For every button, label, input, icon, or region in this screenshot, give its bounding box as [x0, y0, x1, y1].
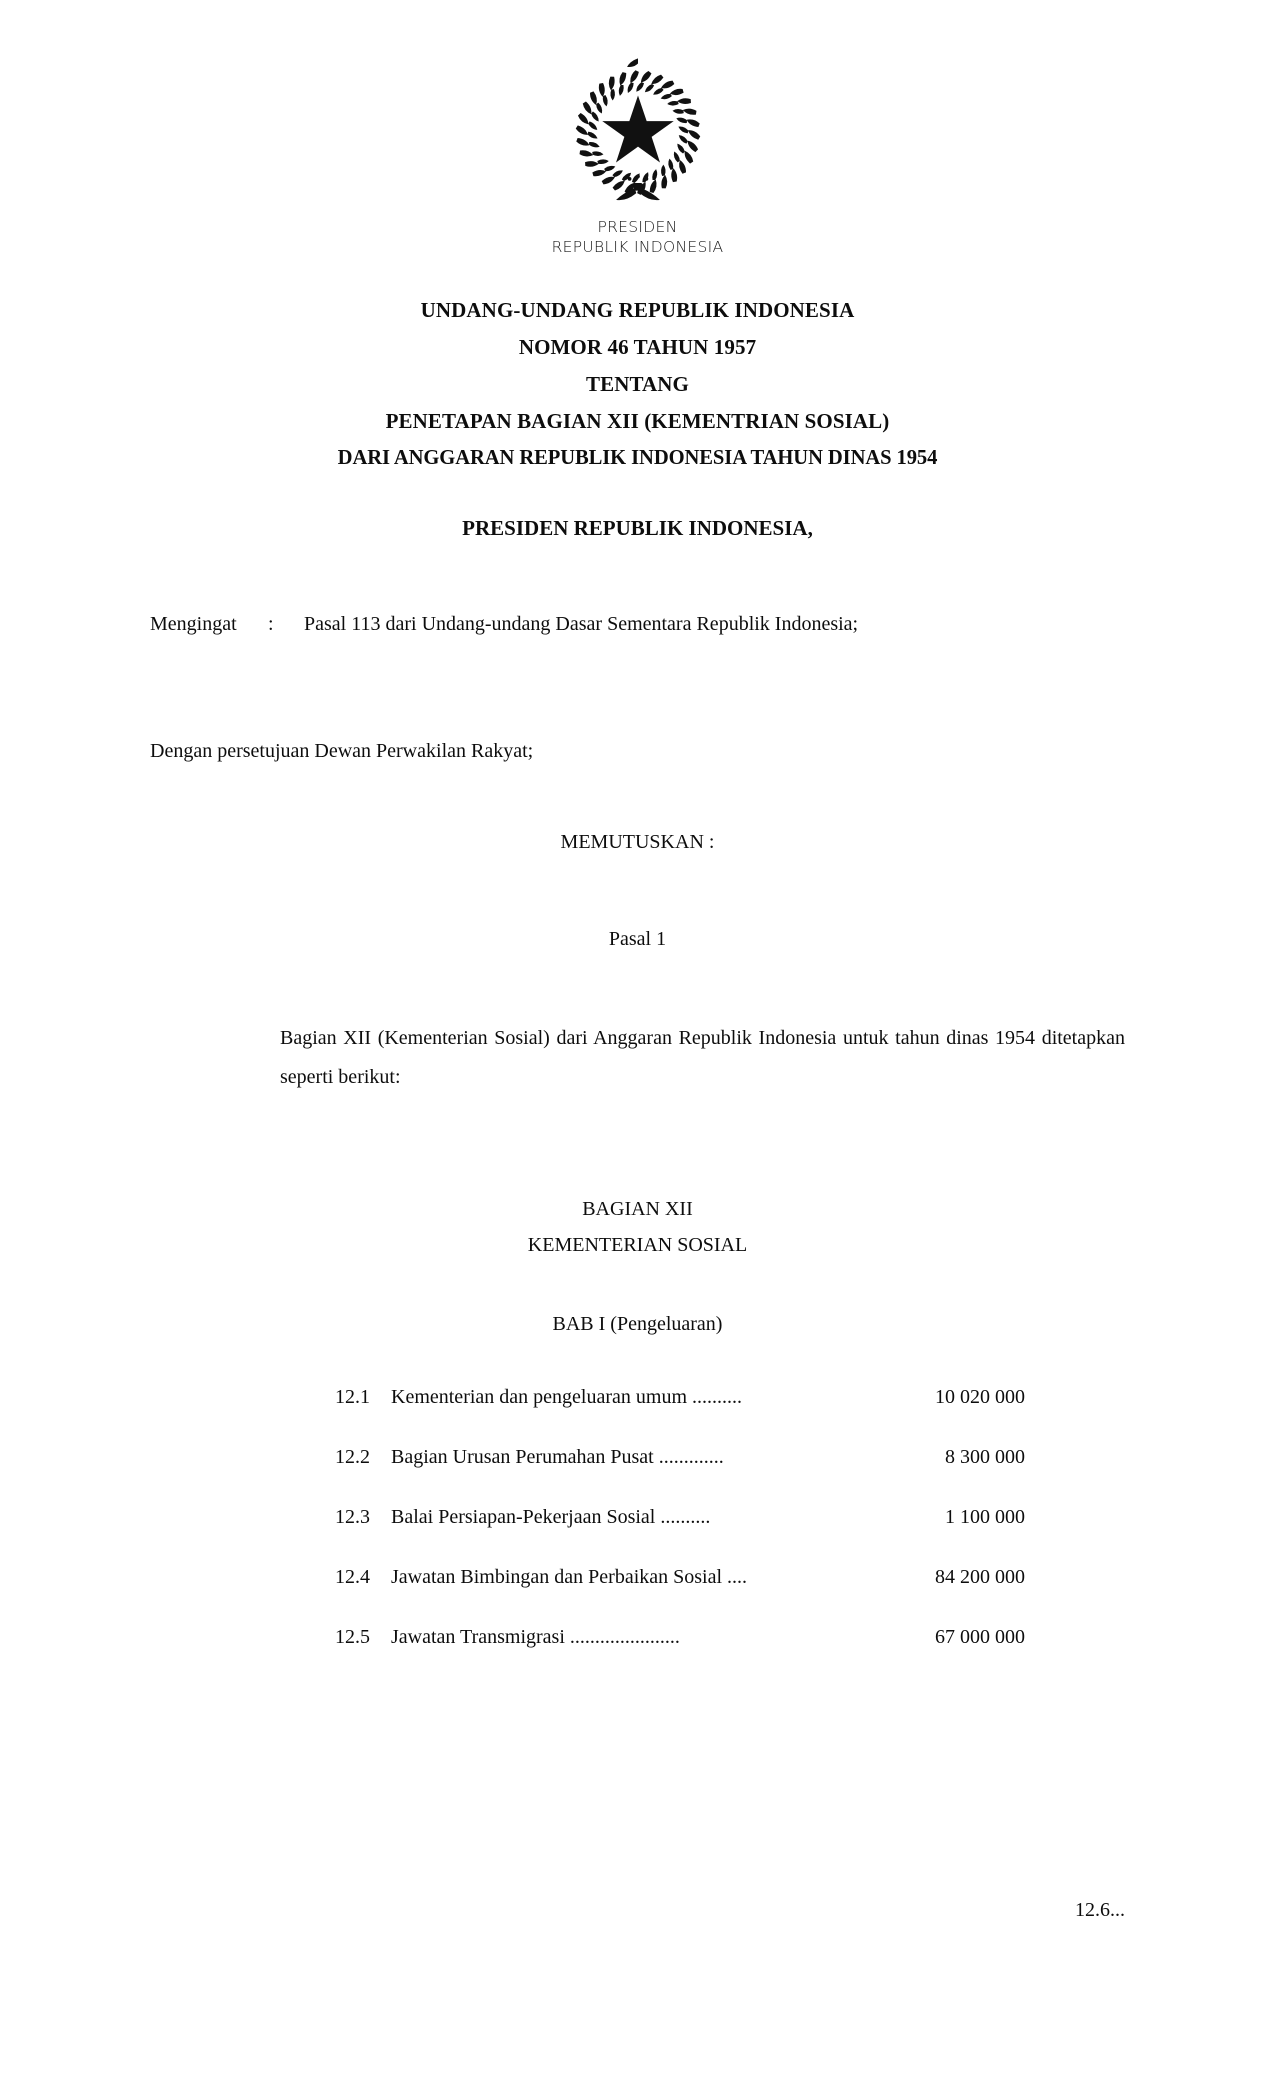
budget-row — [335, 1626, 1025, 1686]
budget-item-label: Jawatan Transmigrasi ...................... — [391, 1626, 680, 1649]
considerations-label: Mengingat — [150, 613, 237, 636]
emblem-caption — [150, 218, 1125, 258]
decision-heading: MEMUTUSKAN : — [560, 831, 715, 854]
budget-item-number: 12.4 — [335, 1566, 370, 1589]
title-line-3: TENTANG — [586, 371, 689, 396]
emblem-caption-line1: PRESIDEN — [597, 218, 678, 236]
considerations-row — [150, 613, 1125, 636]
budget-item-number: 12.3 — [335, 1506, 370, 1529]
budget-item-amount: 8 300 000 — [945, 1446, 1025, 1469]
budget-item-label: Balai Persiapan-Pekerjaan Sosial .......... — [391, 1506, 711, 1529]
emblem-caption-line2: REPUBLIK INDONESIA — [551, 237, 724, 256]
budget-item-label: Kementerian dan pengeluaran umum .......... — [391, 1386, 742, 1409]
document-title-block — [150, 297, 1125, 469]
budget-list — [335, 1386, 1025, 1686]
title-line-2: NOMOR 46 TAHUN 1957 — [518, 334, 757, 359]
considerations-colon: : — [268, 613, 274, 636]
budget-item-number: 12.5 — [335, 1626, 370, 1649]
budget-row — [335, 1506, 1025, 1566]
continuation-note: 12.6... — [1075, 1899, 1125, 1921]
title-line-1: UNDANG-UNDANG REPUBLIK INDONESIA — [420, 297, 855, 322]
emblem-block — [150, 0, 1125, 258]
budget-item-number: 12.1 — [335, 1386, 370, 1409]
budget-item-amount: 67 000 000 — [935, 1626, 1025, 1649]
section-heading-line2: KEMENTERIAN SOSIAL — [527, 1233, 748, 1256]
approval-line: Dengan persetujuan Dewan Perwakilan Rakyat; — [150, 740, 534, 763]
budget-row — [335, 1446, 1025, 1506]
article-body: Bagian XII (Kementerian Sosial) dari Anggaran Republik Indonesia untuk tahun dinas 1954 ditetapkan seperti berikut: — [280, 1027, 1125, 1089]
budget-item-amount: 1 100 000 — [945, 1506, 1025, 1529]
budget-row — [335, 1386, 1025, 1446]
article-heading: Pasal 1 — [608, 928, 667, 951]
budget-item-number: 12.2 — [335, 1446, 370, 1469]
considerations-text: Pasal 113 dari Undang-undang Dasar Sementara Republik Indonesia; — [304, 613, 859, 636]
budget-item-label: Bagian Urusan Perumahan Pusat ............. — [391, 1446, 724, 1469]
presiden-heading: PRESIDEN REPUBLIK INDONESIA, — [462, 516, 813, 541]
budget-item-amount: 84 200 000 — [935, 1566, 1025, 1589]
budget-item-amount: 10 020 000 — [935, 1386, 1025, 1409]
indonesian-star-wreath-emblem — [553, 50, 723, 210]
title-line-5: DARI ANGGARAN REPUBLIK INDONESIA TAHUN DINAS 1954 — [337, 446, 938, 469]
title-line-4: PENETAPAN BAGIAN XII (KEMENTRIAN SOSIAL) — [385, 408, 890, 433]
budget-item-label: Jawatan Bimbingan dan Perbaikan Sosial .... — [391, 1566, 748, 1589]
section-heading-block — [150, 1192, 1125, 1263]
budget-row — [335, 1566, 1025, 1626]
section-heading-line1: BAGIAN XII — [582, 1198, 693, 1221]
chapter-heading: BAB I (Pengeluaran) — [552, 1313, 723, 1336]
